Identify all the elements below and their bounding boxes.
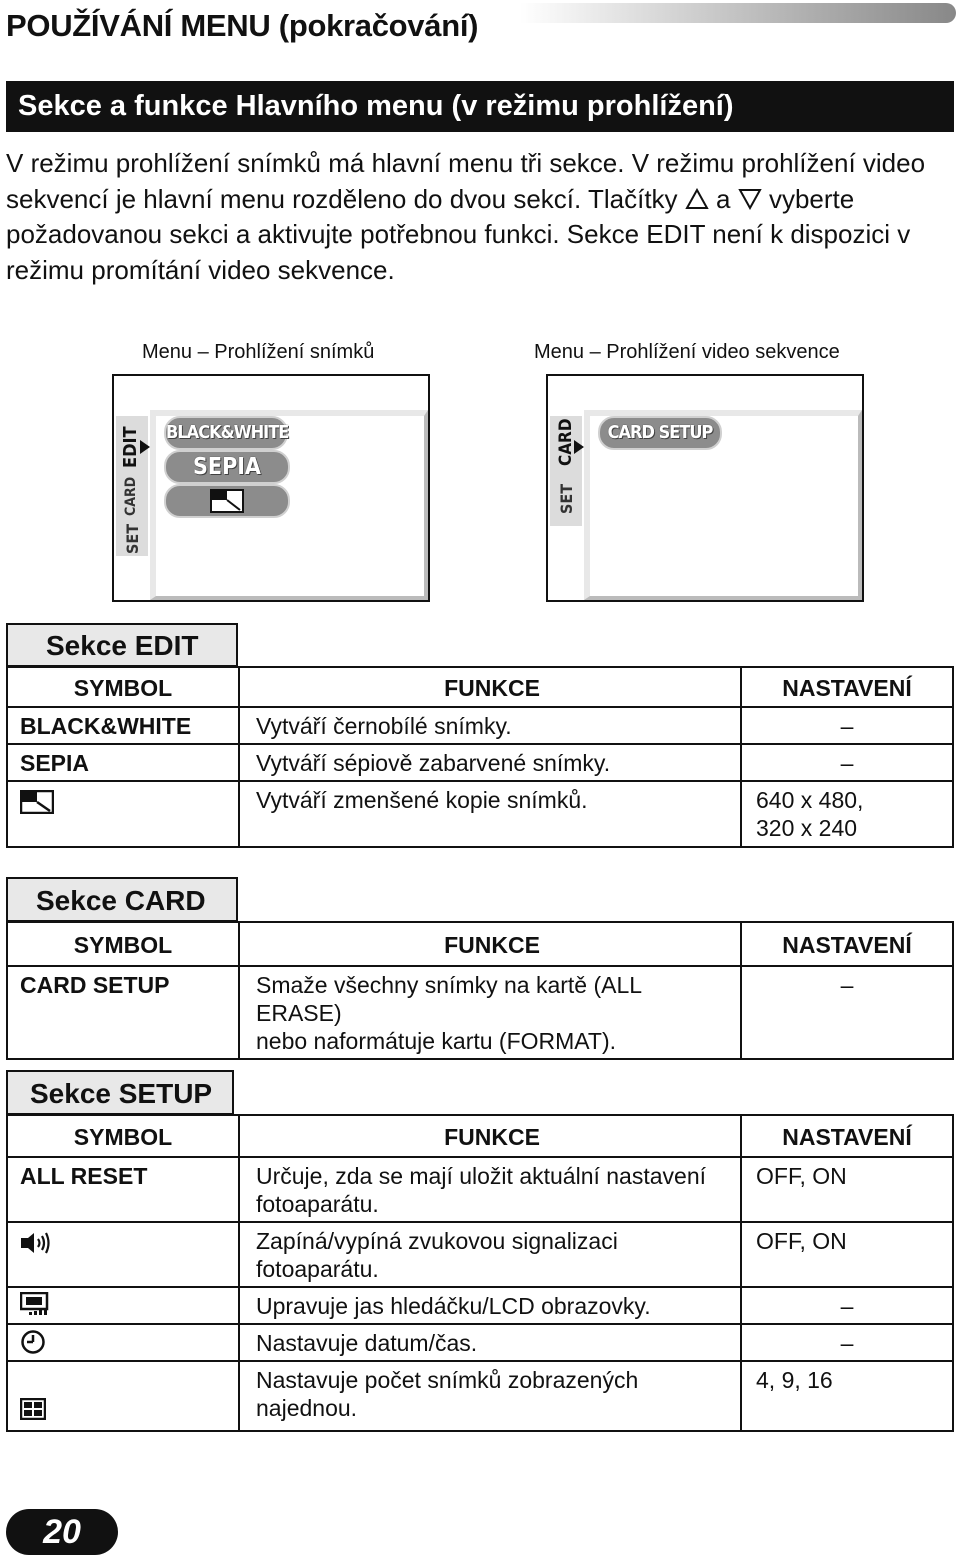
- col-symbol: SYMBOL: [7, 667, 239, 707]
- intro-paragraph: [6, 146, 946, 288]
- video-menu-screen: [546, 374, 864, 602]
- index-grid-icon: [20, 1398, 46, 1420]
- table-row: [7, 707, 953, 744]
- symbol-cell: [7, 1324, 239, 1361]
- table-header-row: [7, 922, 953, 966]
- setup-table: [6, 1114, 954, 1432]
- edit-section-heading: Sekce EDIT: [6, 623, 238, 667]
- col-function: FUNKCE: [239, 1115, 741, 1157]
- clock-icon: [20, 1329, 46, 1355]
- section-banner: Sekce a funkce Hlavního menu (v režimu prohlížení): [6, 81, 954, 132]
- page-number: 20: [6, 1509, 118, 1555]
- function-cell: [239, 1361, 741, 1431]
- setup-section-heading: Sekce SETUP: [6, 1070, 234, 1115]
- card-table: [6, 921, 954, 1060]
- function-line-2: najednou.: [256, 1395, 358, 1421]
- up-triangle-icon: [685, 184, 709, 206]
- function-text: Vytváří zmenšené kopie snímků.: [239, 781, 741, 847]
- col-function: FUNKCE: [239, 667, 741, 707]
- col-symbol: SYMBOL: [7, 1115, 239, 1157]
- table-row: [7, 966, 953, 1059]
- menu-item-sepia[interactable]: SEPIA: [164, 450, 290, 484]
- beep-icon: [20, 1231, 50, 1255]
- col-setting: NASTAVENÍ: [741, 667, 953, 707]
- function-cell: [239, 1222, 741, 1287]
- function-line-1: Zapíná/vypíná zvukovou signalizaci: [256, 1228, 618, 1254]
- setting-text: –: [741, 966, 953, 1059]
- table-row: [7, 781, 953, 847]
- function-text: Nastavuje datum/čas.: [239, 1324, 741, 1361]
- function-text: Vytváří černobílé snímky.: [239, 707, 741, 744]
- video-menu-tabs: [550, 416, 582, 526]
- setting-text: OFF, ON: [741, 1157, 953, 1222]
- edit-table: [6, 666, 954, 848]
- menu-item-black-white[interactable]: BLACK&WHITE: [164, 416, 288, 450]
- video-menu-caption: Menu – Prohlížení video sekvence: [534, 341, 840, 363]
- symbol-sepia: SEPIA: [7, 744, 239, 781]
- symbol-card-setup: CARD SETUP: [7, 966, 239, 1059]
- table-row: [7, 1222, 953, 1287]
- table-row: [7, 744, 953, 781]
- table-header-row: [7, 1115, 953, 1157]
- menu-item-resize[interactable]: [164, 484, 290, 518]
- table-header-row: [7, 667, 953, 707]
- intro-text-2: vyberte požadovanou sekci a aktivujte potřebnou funkci. Sekce EDIT není k dispozici v režimu promítání video sekvence.: [6, 183, 911, 285]
- function-cell: [239, 966, 741, 1059]
- tab-card[interactable]: CARD: [123, 476, 139, 516]
- setting-text: –: [741, 744, 953, 781]
- setting-text: –: [741, 1287, 953, 1324]
- symbol-cell: [7, 1287, 239, 1324]
- resize-icon: [20, 790, 54, 814]
- function-line-2: nebo naformátuje kartu (FORMAT).: [256, 1028, 617, 1054]
- symbol-cell: [7, 781, 239, 847]
- photo-menu-tabs: [116, 416, 148, 556]
- col-symbol: SYMBOL: [7, 922, 239, 966]
- setting-cell: [741, 781, 953, 847]
- symbol-cell: [7, 1222, 239, 1287]
- tab-set[interactable]: SET: [557, 483, 576, 514]
- function-text: Upravuje jas hledáčku/LCD obrazovky.: [239, 1287, 741, 1324]
- tab-set[interactable]: SET: [123, 523, 142, 554]
- menu-item-card-setup[interactable]: CARD SETUP: [598, 416, 722, 450]
- col-function: FUNKCE: [239, 922, 741, 966]
- function-line-2: fotoaparátu.: [256, 1191, 379, 1217]
- selection-arrow-icon: [140, 440, 150, 454]
- function-cell: [239, 1157, 741, 1222]
- setting-line-1: 640 x 480,: [756, 787, 864, 813]
- setting-line-2: 320 x 240: [756, 815, 858, 841]
- col-setting: NASTAVENÍ: [741, 1115, 953, 1157]
- table-row: [7, 1157, 953, 1222]
- intro-and: a: [716, 183, 731, 214]
- function-text: Vytváří sépiově zabarvené snímky.: [239, 744, 741, 781]
- table-row: [7, 1324, 953, 1361]
- photo-menu-screen: [112, 374, 430, 602]
- table-row: [7, 1361, 953, 1431]
- setting-text: –: [741, 707, 953, 744]
- tab-edit[interactable]: EDIT: [120, 426, 141, 468]
- symbol-all-reset: ALL RESET: [7, 1157, 239, 1222]
- card-section-heading: Sekce CARD: [6, 877, 238, 922]
- page-title: POUŽÍVÁNÍ MENU (pokračování): [6, 8, 479, 43]
- setting-text: OFF, ON: [741, 1222, 953, 1287]
- setting-text: 4, 9, 16: [741, 1361, 953, 1431]
- function-line-2: fotoaparátu.: [256, 1256, 379, 1282]
- symbol-black-white: BLACK&WHITE: [7, 707, 239, 744]
- down-triangle-icon: [738, 184, 762, 206]
- selection-arrow-icon: [574, 440, 584, 454]
- setting-text: –: [741, 1324, 953, 1361]
- intro-text-1: V režimu prohlížení snímků má hlavní menu tři sekce. V režimu prohlížení video sekvencí je hlavní menu rozděleno do dvou sekcí. Tlačítky: [6, 148, 926, 214]
- function-line-1: Smaže všechny snímky na kartě (ALL ERASE): [256, 972, 642, 1026]
- function-line-1: Nastavuje počet snímků zobrazených: [256, 1367, 639, 1393]
- tab-card[interactable]: CARD: [556, 418, 576, 466]
- function-line-1: Určuje, zda se mají uložit aktuální nastavení: [256, 1163, 707, 1189]
- symbol-cell: [7, 1361, 239, 1431]
- monitor-brightness-icon: [20, 1292, 50, 1316]
- table-row: [7, 1287, 953, 1324]
- col-setting: NASTAVENÍ: [741, 922, 953, 966]
- photo-menu-caption: Menu – Prohlížení snímků: [142, 341, 375, 363]
- resize-icon: [210, 489, 244, 513]
